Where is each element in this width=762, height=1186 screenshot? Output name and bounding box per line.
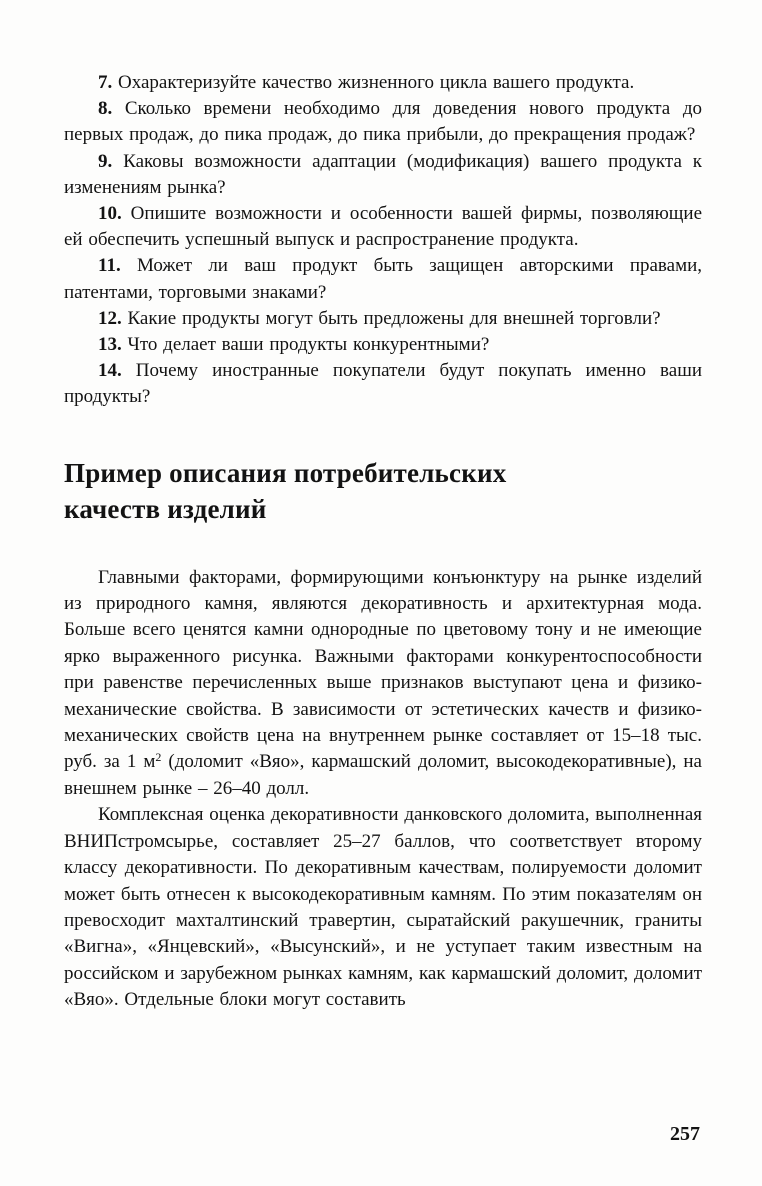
question-number: 12. xyxy=(98,307,122,329)
question-item xyxy=(64,253,702,305)
question-number: 13. xyxy=(98,334,122,356)
question-item xyxy=(64,201,702,253)
question-item xyxy=(64,332,702,358)
paragraph-1 xyxy=(64,565,702,803)
section-heading xyxy=(64,455,702,527)
question-item xyxy=(64,96,702,148)
question-number: 11. xyxy=(98,255,121,277)
question-text: Какие продукты могут быть предложены для внешней торговли? xyxy=(127,307,661,329)
page-number: 257 xyxy=(670,1123,700,1145)
section-heading-line-1: Пример описания потребительских xyxy=(64,457,507,488)
section-heading-line-2: качеств изделий xyxy=(64,493,267,524)
question-text: Сколько времени необходимо для доведения нового продукта до первых продаж, до пика продаж, до пика прибыли, до прекращения продаж? xyxy=(64,98,703,146)
question-text: Почему иностранные покупатели будут покупать именно ваши продукты? xyxy=(64,360,703,408)
question-text: Что делает ваши продукты конкурентными? xyxy=(127,334,490,356)
question-text: Охарактеризуйте качество жизненного цикла вашего продукта. xyxy=(118,72,635,93)
question-number: 9. xyxy=(98,150,113,172)
question-number: 14. xyxy=(98,360,122,382)
question-number: 10. xyxy=(98,203,122,225)
question-text: Опишите возможности и особенности вашей фирмы, позволяющие ей обеспечить успешный выпуск и распространение продукта. xyxy=(64,203,703,251)
questions-list xyxy=(64,70,702,411)
superscript-2: 2 xyxy=(155,750,162,765)
paragraph-2: Комплексная оценка декоративности данковского доломита, выполненная ВНИПстромсырье, составляет 25–27 баллов, что соответствует второму классу декоративности. По декоративным качествам, полируемости доломит может быть отнесен к высокодекоративным камням. По этим показателям он превосходит махталтинский травертин, сыратайский ракушечник, граниты «Вигна», «Янцевский», «Высунский», и не уступает таким известным на российском и зарубежном рынках камням, как кармашский доломит, доломит «Вяо». Отдельные блоки могут составить xyxy=(64,804,702,1011)
paragraph-1-text-cont: (доломит «Вяо», кармашский доломит, высокодекоративные), на внешнем рынке – 26–40 долл. xyxy=(64,751,702,799)
question-text: Может ли ваш продукт быть защищен авторскими правами, патентами, торговыми знаками? xyxy=(64,255,703,303)
question-item xyxy=(64,70,702,96)
question-item xyxy=(64,149,702,201)
question-text: Каковы возможности адаптации (модификация) вашего продукта к изменениям рынка? xyxy=(64,150,703,198)
question-number: 8. xyxy=(98,98,113,120)
question-number: 7. xyxy=(98,72,113,93)
paragraph-1-text: Главными факторами, формирующими конъюнктуру на рынке изделий из природного камня, являются декоративность и архитектурная мода. Больше всего ценятся камни однородные по цветовому тону и не имеющие ярко выраженного рисунка. Важными факторами конкурентоспособности при равенстве перечисленных выше признаков выступают цена и физико-механические свойства. В зависимости от эстетических качеств и физико-механических свойств цена на внутреннем рынке составляет от 15–18 тыс. руб. за 1 м xyxy=(64,566,702,773)
question-item xyxy=(64,306,702,332)
question-item xyxy=(64,358,702,410)
